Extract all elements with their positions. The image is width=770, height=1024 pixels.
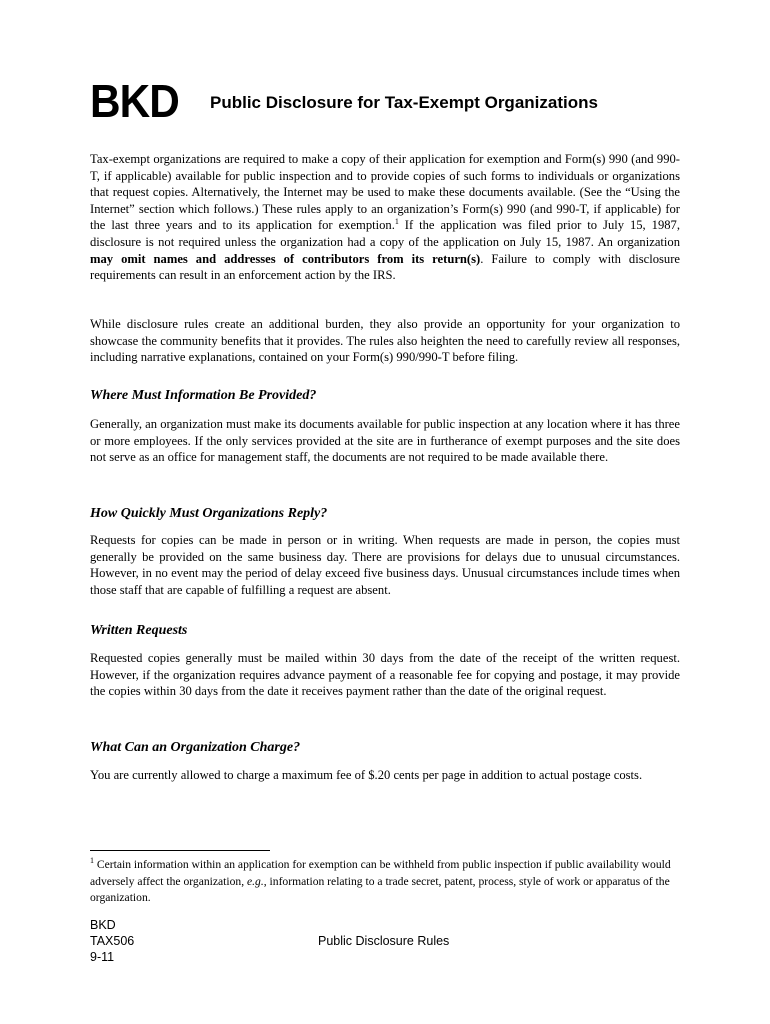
section-heading-written-requests: Written Requests (90, 623, 188, 638)
page-title: Public Disclosure for Tax-Exempt Organizations (210, 93, 598, 112)
section-text-where: Generally, an organization must make its documents available for public inspection at any location where it has three or more employees. If the only services provided at the site are in furtherance of exempt purposes and the site does not serve as an office for management staff, the documents are not required to be made available there. (90, 417, 680, 465)
section-text-charge: You are currently allowed to charge a maximum fee of $.20 cents per page in addition to actual postage costs. (90, 768, 643, 782)
bkd-logo: BKD (90, 75, 179, 127)
footer-company: BKD (90, 918, 116, 932)
footnote-reference[interactable]: 1 (394, 217, 399, 227)
intro-paragraph: Tax-exempt organizations are required to make a copy of their application for exemption and Form(s) 990 (and 990-T, if applicable) available for public inspection and to provide copies of such forms to individuals or organizations that request copies. Alternatively, the Internet may be used to make these documents available. (See the “Using the Internet” section which follows.) These rules apply to an organization’s Form(s) 990 (and 990-T, if applicable) for the last three years and to its application for exemption.$^1$ If the application was filed prior to July 15, 1987, disclosure is not required unless the organization had a copy of the application on July 15, 1987. An organization may omit names and addresses of contributors from its return(s). Failure to comply with disclosure requirements can result in an enforcement action by the IRS. (90, 152, 680, 283)
footnote: $^1$ Certain information within an application for exemption can be withheld from public inspection if public availability would adversely affect the organization, e.g., information relating to a trade secret, patent, process, style of work or apparatus of the organization. (90, 856, 671, 904)
bold-emphasis: may omit names and addresses of contributors from its return(s) (90, 251, 481, 266)
section-text-written-requests: Requested copies generally must be mailed within 30 days from the date of the receipt of the written request. However, if the organization requires advance payment of a reasonable fee for copying and postage, it may provide the copies within 30 days from the date it receives payment rather than the date of the original request. (90, 651, 680, 699)
second-paragraph: While disclosure rules create an additional burden, they also provide an opportunity for your organization to showcase the community benefits that it provides. The rules also heighten the need to carefully review all responses, including narrative explanations, contained on your Form(s) 990/990-T before filing. (90, 317, 680, 365)
footer-document-title: Public Disclosure Rules (318, 934, 450, 948)
footer-code: TAX506 (90, 934, 135, 948)
section-heading-charge: What Can an Organization Charge? (90, 740, 301, 755)
section-heading-how-quickly: How Quickly Must Organizations Reply? (90, 506, 328, 521)
footer-date: 9-11 (90, 950, 115, 964)
footnote-divider (90, 850, 270, 851)
section-text-how-quickly: Requests for copies can be made in person or in writing. When requests are made in person, the copies must generally be provided on the same business day. There are provisions for delays due to unusual circumstances. However, in no event may the period of delay exceed five business days. Unusual circumstances include times when those staff that are capable of fulfilling a request are absent. (90, 533, 680, 597)
section-heading-where: Where Must Information Be Provided? (90, 388, 317, 403)
